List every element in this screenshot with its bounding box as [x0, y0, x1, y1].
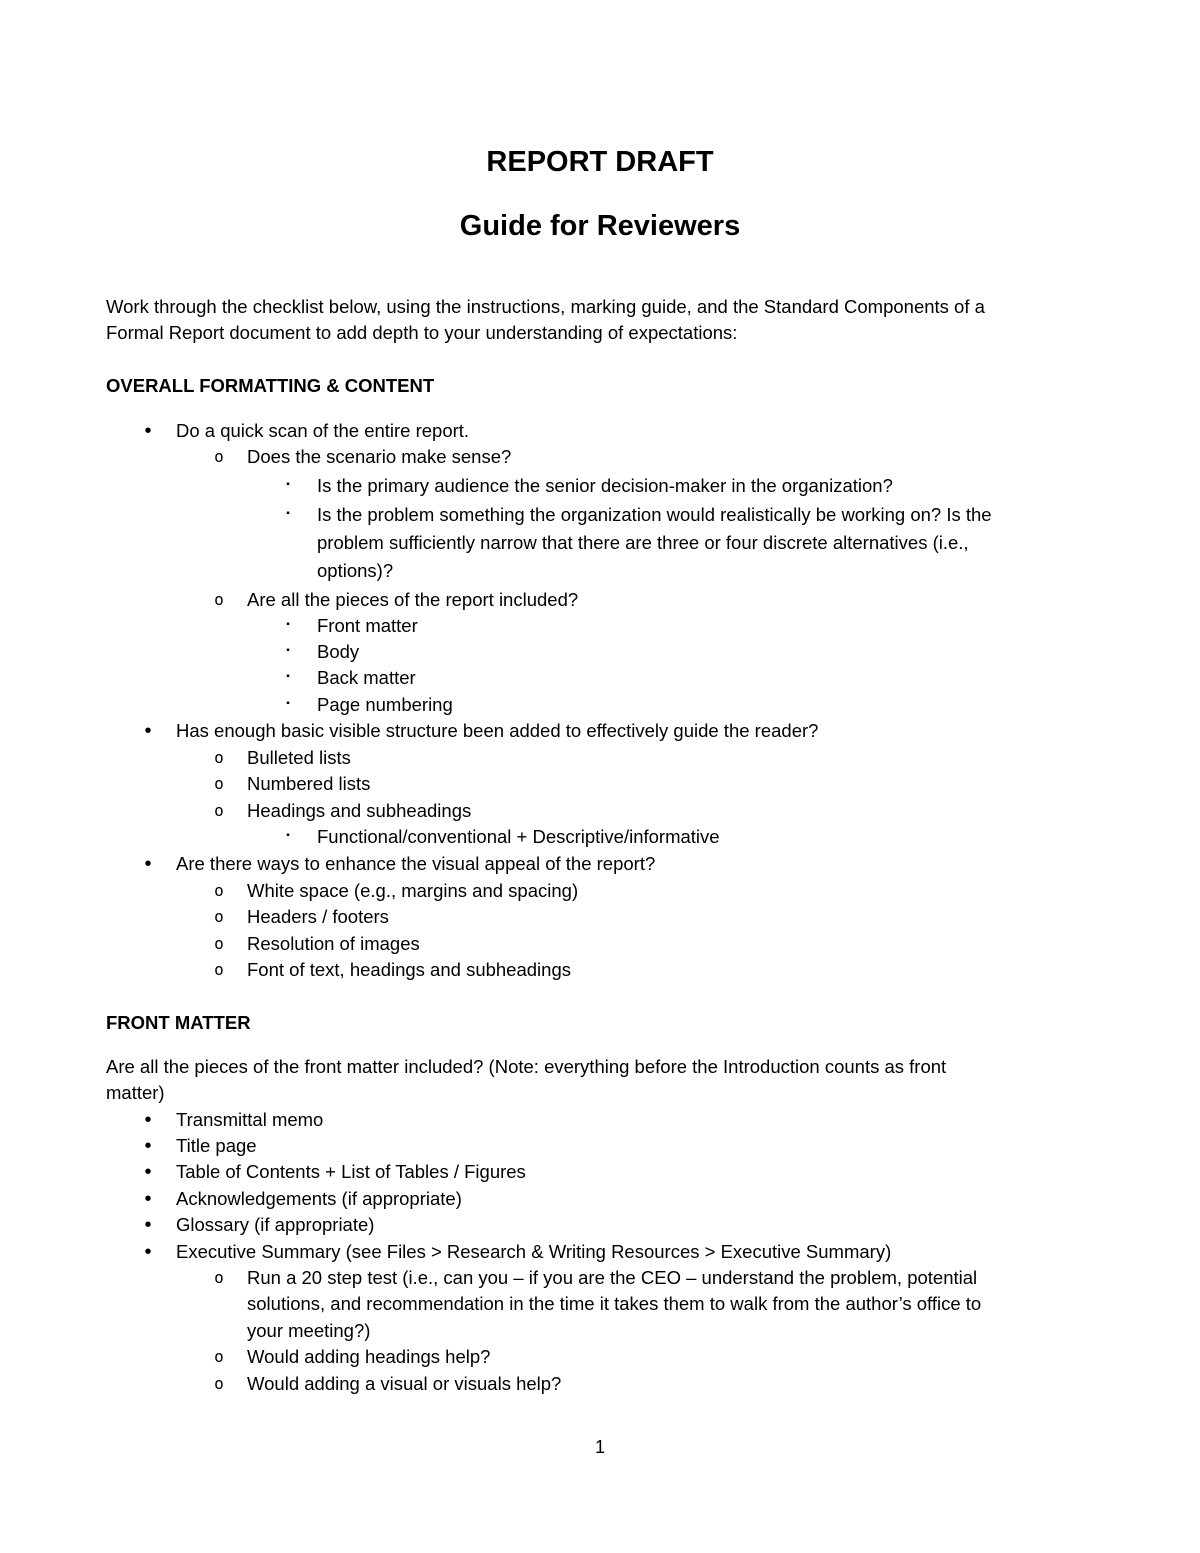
bullet-marker: o [214, 748, 224, 767]
list-item: Body [317, 641, 360, 662]
list-item: Executive Summary (see Files > Research & Writing Resources > Executive Summary) [176, 1241, 892, 1262]
intro-line-2: Formal Report document to add depth to your understanding of expectations: [106, 322, 738, 343]
bullet-marker: ▪ [286, 479, 290, 490]
intro-line-1: Work through the checklist below, using the instructions, marking guide, and the Standard Components of a [106, 296, 985, 317]
bullet-marker: ▪ [286, 671, 290, 682]
bullet-marker: • [144, 720, 152, 742]
list-item: Would adding headings help? [247, 1346, 491, 1367]
list-item: Resolution of images [247, 933, 420, 954]
list-item: Run a 20 step test (i.e., can you – if you are the CEO – understand the problem, potential [247, 1267, 978, 1288]
list-item: Table of Contents + List of Tables / Figures [176, 1161, 526, 1182]
bullet-marker: o [214, 801, 224, 820]
bullet-marker: ▪ [286, 830, 290, 841]
list-item: Are there ways to enhance the visual appeal of the report? [176, 853, 656, 874]
list-item: Headers / footers [247, 906, 389, 927]
section-heading-overall: OVERALL FORMATTING & CONTENT [106, 375, 435, 396]
bullet-marker: o [214, 774, 224, 793]
bullet-marker: • [144, 1241, 152, 1263]
bullet-marker: o [214, 907, 224, 926]
list-item: Glossary (if appropriate) [176, 1214, 375, 1235]
bullet-marker: • [144, 1188, 152, 1210]
list-item-continued: your meeting?) [247, 1320, 371, 1341]
list-item: Are all the pieces of the report included? [247, 589, 579, 610]
bullet-marker: o [214, 590, 224, 609]
page-number: 1 [594, 1437, 605, 1457]
list-item: Title page [176, 1135, 257, 1156]
list-item: Transmittal memo [176, 1109, 324, 1130]
document-subtitle: Guide for Reviewers [459, 210, 741, 242]
bullet-marker: o [214, 934, 224, 953]
list-item: Page numbering [317, 694, 453, 715]
list-item: Numbered lists [247, 773, 371, 794]
bullet-marker: ▪ [286, 698, 290, 709]
list-item: White space (e.g., margins and spacing) [247, 880, 579, 901]
bullet-marker: • [144, 853, 152, 875]
bullet-marker: • [144, 1161, 152, 1183]
bullet-marker: • [144, 1214, 152, 1236]
bullet-marker: ▪ [286, 619, 290, 630]
list-item: Do a quick scan of the entire report. [176, 420, 470, 441]
list-item: Headings and subheadings [247, 800, 472, 821]
list-item: Functional/conventional + Descriptive/informative [317, 826, 720, 847]
list-item: Back matter [317, 667, 416, 688]
section-heading-front-matter: FRONT MATTER [106, 1012, 251, 1033]
bullet-marker: ▪ [286, 508, 290, 519]
list-item: Is the primary audience the senior decision-maker in the organization? [317, 475, 893, 496]
bullet-marker: • [144, 420, 152, 442]
bullet-marker: • [144, 1135, 152, 1157]
bullet-marker: o [214, 1374, 224, 1393]
list-item: Would adding a visual or visuals help? [247, 1373, 562, 1394]
bullet-marker: • [144, 1109, 152, 1131]
list-item: Bulleted lists [247, 747, 351, 768]
bullet-marker: o [214, 1347, 224, 1366]
bullet-marker: o [214, 447, 224, 466]
bullet-marker: o [214, 881, 224, 900]
list-item: Front matter [317, 615, 418, 636]
list-item-continued: solutions, and recommendation in the time it takes them to walk from the author’s office to [247, 1293, 982, 1314]
section-intro-line-1: Are all the pieces of the front matter included? (Note: everything before the Introduction counts as front [106, 1056, 947, 1077]
list-item: Is the problem something the organization would realistically be working on? Is the [317, 504, 992, 525]
list-item-continued: problem sufficiently narrow that there are three or four discrete alternatives (i.e., [317, 532, 969, 553]
list-item-continued: options)? [317, 560, 394, 581]
list-item: Has enough basic visible structure been added to effectively guide the reader? [176, 720, 819, 741]
bullet-marker: ▪ [286, 645, 290, 656]
list-item: Acknowledgements (if appropriate) [176, 1188, 462, 1209]
list-item: Does the scenario make sense? [247, 446, 512, 467]
document-title: REPORT DRAFT [486, 146, 714, 178]
bullet-marker: o [214, 960, 224, 979]
bullet-marker: o [214, 1268, 224, 1287]
list-item: Font of text, headings and subheadings [247, 959, 571, 980]
section-intro-line-2: matter) [106, 1082, 165, 1103]
